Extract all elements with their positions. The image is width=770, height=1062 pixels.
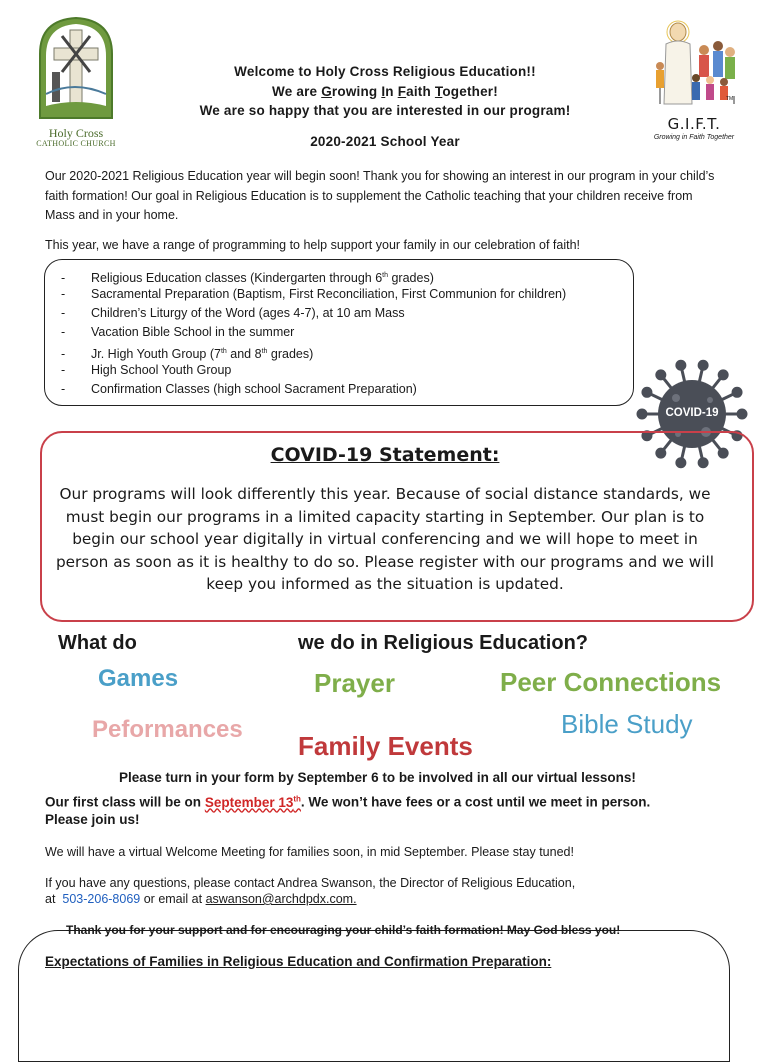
holy-cross-logo <box>34 14 118 146</box>
church-crest-icon <box>34 14 118 122</box>
whatdo-left: What do <box>58 632 137 654</box>
logo-name: Holy Cross <box>48 126 104 140</box>
bible-study-label: Bible Study <box>561 709 693 739</box>
contact-line: If you have any questions, please contact Andrea Swanson, the Director of Religious Education, <box>45 876 576 890</box>
first-class-line: Our first class will be on September 13th. We won’t have fees or a cost until we meet in person. <box>45 794 651 810</box>
welcome-heading: Welcome to Holy Cross Religious Education!! <box>234 64 536 79</box>
list-item: - Sacramental Preparation (Baptism, First Reconciliation, First Communion for children) <box>61 287 567 301</box>
virus-spike-tip <box>733 388 741 396</box>
peer-connections-label: Peer Connections <box>500 667 722 697</box>
email-link[interactable]: aswanson@archdpdx.com. <box>205 892 357 906</box>
family-group-icon <box>648 20 740 108</box>
list-item: - Religious Education classes (Kindergarten through 6th grades) <box>61 271 434 286</box>
welcome-meeting: We will have a virtual Welcome Meeting for families soon, in mid September. Please stay tuned! <box>45 845 574 859</box>
gift-tagline: Growing in Faith Together <box>653 134 735 141</box>
thanks-line: Thank you for your support and for encouraging your child’s faith formation! May God bless you! <box>66 923 621 937</box>
whatdo-right: we do in Religious Education? <box>298 632 589 654</box>
range-paragraph: This year, we have a range of programming to help support your family in our celebration of faith! <box>45 238 581 252</box>
phone-link[interactable]: 503-206-8069 <box>62 892 141 906</box>
list-item: - Children’s Liturgy of the Word (ages 4-7), at 10 am Mass <box>61 306 405 320</box>
performances-label: Peformances <box>92 716 243 743</box>
virus-spike-tip <box>677 361 685 369</box>
tm-mark: TM <box>726 96 734 102</box>
family-events-label: Family Events <box>298 731 473 761</box>
contact-details: at 503-206-8069 or email at aswanson@archdpdx.com. <box>45 892 357 906</box>
covid-title: COVID-19 Statement: <box>270 444 500 466</box>
list-item: - Vacation Bible School in the summer <box>61 325 295 339</box>
program-list <box>45 260 633 399</box>
school-year: 2020-2021 School Year <box>310 134 460 149</box>
virus-spike-tip <box>719 371 727 379</box>
list-item: - Confirmation Classes (high school Sacrament Preparation) <box>61 382 417 396</box>
logo-subtitle: CATHOLIC CHURCH <box>36 139 116 148</box>
happy-heading: We are so happy that you are interested in our program! <box>199 103 571 118</box>
list-item: - Jr. High Youth Group (7th and 8th grades) <box>61 347 314 362</box>
first-class-date: September 13th <box>204 794 301 810</box>
expectations-heading: Expectations of Families in Religious Education and Confirmation Preparation: <box>45 954 552 969</box>
virus-spike-tip <box>643 388 651 396</box>
virus-spike-tip <box>699 361 707 369</box>
covid-badge-label: COVID-19 <box>665 407 719 419</box>
gift-title: G.I.F.T. <box>667 115 721 133</box>
games-label: Games <box>98 665 179 692</box>
join-us: Please join us! <box>45 812 140 827</box>
growing-heading: We are Growing In Faith Together! <box>272 84 498 99</box>
list-item: - High School Youth Group <box>61 363 232 377</box>
covid-text: Our programs will look differently this year. Because of social distance standards, we must begin our programs in a limited capacity starting in September. Our plan is to begin our school year digitally in virtual conferencing and we will hope to meet in person as soon as it is healthy to do so. Please register with our programs and we will keep you informed as the situation is updated. <box>55 485 715 593</box>
gift-logo <box>648 20 740 144</box>
intro-paragraph: Our 2020-2021 Religious Education year will begin soon! Thank you for showing an interest in our program in your child’s faith formation! Our goal in Religious Education is to supplement the Catholic teaching that your children receive from Mass and in your home. <box>45 169 715 222</box>
program-list-box <box>44 259 634 406</box>
prayer-label: Prayer <box>314 668 395 698</box>
form-deadline: Please turn in your form by September 6 to be involved in all our virtual lessons! <box>119 770 636 785</box>
expectations-box <box>18 930 730 1062</box>
virus-spike-tip <box>657 371 665 379</box>
